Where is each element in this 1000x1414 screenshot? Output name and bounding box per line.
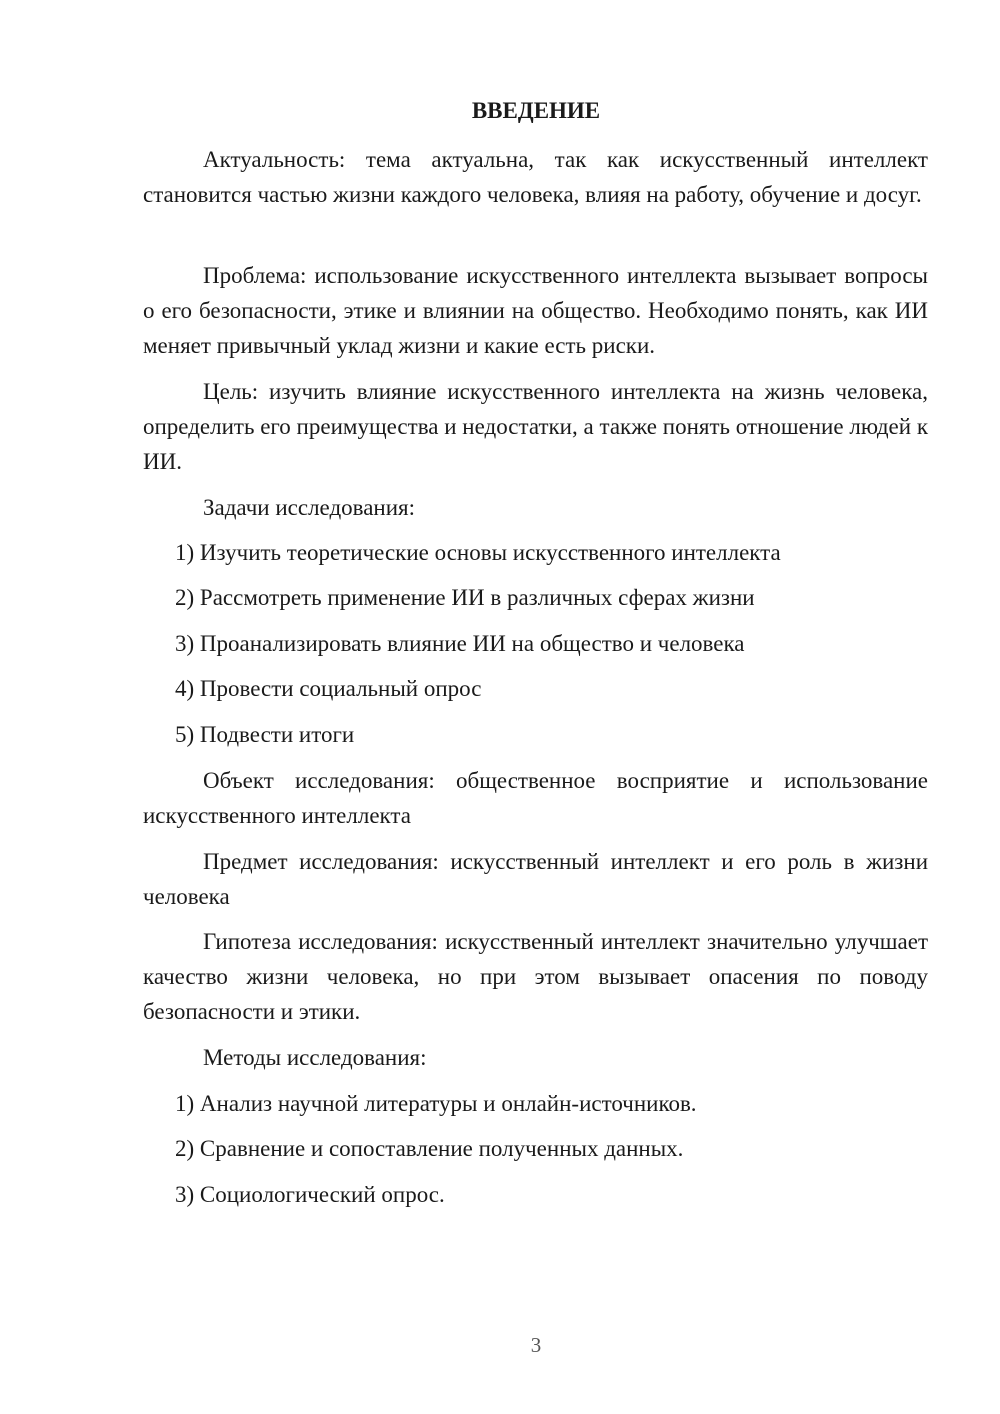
task-item: 4) Провести социальный опрос: [175, 676, 482, 701]
task-item: 5) Подвести итоги: [175, 722, 355, 747]
method-item: 2) Сравнение и сопоставление полученных данных.: [175, 1136, 684, 1161]
object-paragraph: Объект исследования: общественное восприятие и использование искусственного интеллекта: [143, 768, 928, 828]
method-item: 3) Социологический опрос.: [175, 1182, 445, 1207]
tasks-heading: Задачи исследования:: [203, 495, 416, 520]
hypothesis-paragraph: Гипотеза исследования: искусственный интеллект значительно улучшает качество жизни человека, но при этом вызывает опасения по поводу безопасности и этики.: [143, 929, 928, 1024]
subject-paragraph: Предмет исследования: искусственный интеллект и его роль в жизни человека: [143, 849, 928, 909]
goal-paragraph: Цель: изучить влияние искусственного интеллекта на жизнь человека, определить его преимущества и недостатки, а также понять отношение людей к ИИ.: [143, 379, 928, 474]
task-item: 2) Рассмотреть применение ИИ в различных сферах жизни: [175, 585, 755, 610]
method-item: 1) Анализ научной литературы и онлайн-источников.: [175, 1091, 697, 1116]
task-item: 1) Изучить теоретические основы искусственного интеллекта: [175, 540, 781, 565]
problem-paragraph: Проблема: использование искусственного интеллекта вызывает вопросы о его безопасности, этике и влиянии на общество. Необходимо понять, как ИИ меняет привычный уклад жизни и какие есть риски.: [143, 263, 928, 358]
page-number: 3: [530, 1333, 542, 1357]
relevance-paragraph: Актуальность: тема актуальна, так как искусственный интеллект становится частью жизни каждого человека, влияя на работу, обучение и досуг.: [143, 147, 928, 207]
section-title: ВВЕДЕНИЕ: [471, 98, 601, 123]
task-item: 3) Проанализировать влияние ИИ на общество и человека: [175, 631, 745, 656]
methods-heading: Методы исследования:: [203, 1045, 427, 1070]
